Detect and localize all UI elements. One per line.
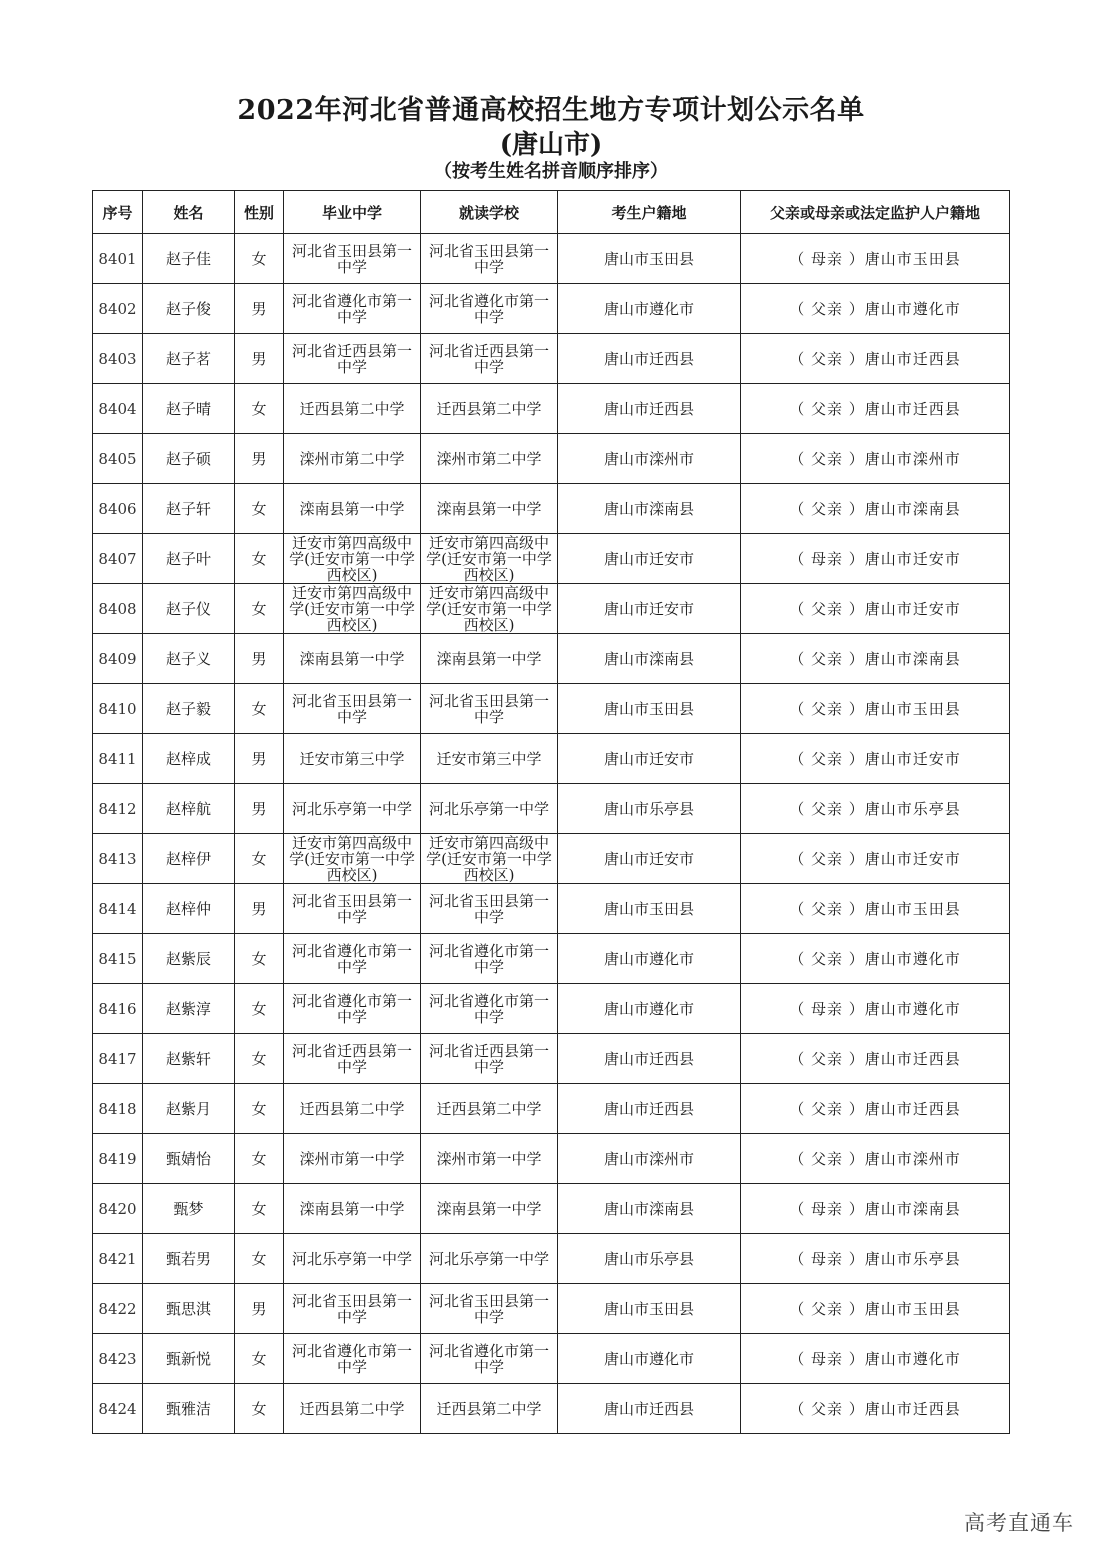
table-row xyxy=(93,934,1010,984)
cell-gender: 男 xyxy=(235,634,284,684)
cell-household-registration: 唐山市遵化市 xyxy=(558,934,741,984)
table-row xyxy=(93,1134,1010,1184)
cell-current-school: 迁西县第二中学 xyxy=(421,1384,558,1434)
cell-graduated-school: 河北省迁西县第一中学 xyxy=(284,334,421,384)
cell-guardian-registration: （ 父亲 ）唐山市遵化市 xyxy=(741,284,1010,334)
cell-graduated-school: 河北省玉田县第一中学 xyxy=(284,234,421,284)
cell-household-registration: 唐山市遵化市 xyxy=(558,284,741,334)
cell-current-school: 河北省迁西县第一中学 xyxy=(421,334,558,384)
cell-household-registration: 唐山市滦南县 xyxy=(558,1184,741,1234)
cell-guardian-registration: （ 父亲 ）唐山市滦南县 xyxy=(741,634,1010,684)
cell-household-registration: 唐山市滦州市 xyxy=(558,434,741,484)
cell-current-school: 滦南县第一中学 xyxy=(421,1184,558,1234)
cell-current-school: 滦州市第二中学 xyxy=(421,434,558,484)
table-row xyxy=(93,1184,1010,1234)
cell-graduated-school: 迁西县第二中学 xyxy=(284,1384,421,1434)
roster-table xyxy=(92,190,1010,1434)
cell-current-school: 迁安市第四高级中学(迁安市第一中学西校区) xyxy=(421,534,558,584)
table-row xyxy=(93,1284,1010,1334)
cell-current-school: 河北省玉田县第一中学 xyxy=(421,234,558,284)
cell-serial: 8421 xyxy=(93,1234,143,1284)
cell-graduated-school: 滦州市第一中学 xyxy=(284,1134,421,1184)
cell-household-registration: 唐山市迁安市 xyxy=(558,834,741,884)
cell-current-school: 河北乐亭第一中学 xyxy=(421,784,558,834)
cell-household-registration: 唐山市玉田县 xyxy=(558,1284,741,1334)
cell-name: 甄梦 xyxy=(143,1184,235,1234)
cell-gender: 男 xyxy=(235,434,284,484)
cell-guardian-registration: （ 父亲 ）唐山市滦南县 xyxy=(741,484,1010,534)
cell-graduated-school: 河北省玉田县第一中学 xyxy=(284,884,421,934)
cell-household-registration: 唐山市遵化市 xyxy=(558,1334,741,1384)
cell-name: 赵紫月 xyxy=(143,1084,235,1134)
cell-gender: 女 xyxy=(235,834,284,884)
cell-graduated-school: 河北乐亭第一中学 xyxy=(284,784,421,834)
page-title: 2022年河北省普通高校招生地方专项计划公示名单 xyxy=(237,95,865,126)
table-header-row xyxy=(93,191,1010,234)
cell-name: 赵梓成 xyxy=(143,734,235,784)
cell-current-school: 滦南县第一中学 xyxy=(421,484,558,534)
cell-household-registration: 唐山市乐亭县 xyxy=(558,784,741,834)
cell-guardian-registration: （ 父亲 ）唐山市滦州市 xyxy=(741,434,1010,484)
cell-name: 赵子佳 xyxy=(143,234,235,284)
cell-serial: 8402 xyxy=(93,284,143,334)
cell-guardian-registration: （ 父亲 ）唐山市迁西县 xyxy=(741,334,1010,384)
cell-name: 甄思淇 xyxy=(143,1284,235,1334)
table-row xyxy=(93,634,1010,684)
cell-serial: 8411 xyxy=(93,734,143,784)
table-row xyxy=(93,1334,1010,1384)
cell-guardian-registration: （ 父亲 ）唐山市迁西县 xyxy=(741,1384,1010,1434)
cell-guardian-registration: （ 母亲 ）唐山市乐亭县 xyxy=(741,1234,1010,1284)
cell-serial: 8408 xyxy=(93,584,143,634)
cell-graduated-school: 河北省遵化市第一中学 xyxy=(284,934,421,984)
cell-current-school: 河北省迁西县第一中学 xyxy=(421,1034,558,1084)
cell-guardian-registration: （ 父亲 ）唐山市迁西县 xyxy=(741,384,1010,434)
cell-current-school: 滦南县第一中学 xyxy=(421,634,558,684)
cell-guardian-registration: （ 母亲 ）唐山市滦南县 xyxy=(741,1184,1010,1234)
cell-name: 赵子仪 xyxy=(143,584,235,634)
cell-current-school: 滦州市第一中学 xyxy=(421,1134,558,1184)
cell-guardian-registration: （ 母亲 ）唐山市遵化市 xyxy=(741,1334,1010,1384)
cell-current-school: 河北省玉田县第一中学 xyxy=(421,1284,558,1334)
cell-serial: 8409 xyxy=(93,634,143,684)
table-row xyxy=(93,784,1010,834)
cell-household-registration: 唐山市滦州市 xyxy=(558,1134,741,1184)
column-header-graduated-school: 毕业中学 xyxy=(284,191,421,234)
cell-current-school: 迁安市第四高级中学(迁安市第一中学西校区) xyxy=(421,834,558,884)
cell-gender: 女 xyxy=(235,484,284,534)
cell-guardian-registration: （ 父亲 ）唐山市迁西县 xyxy=(741,1034,1010,1084)
cell-household-registration: 唐山市迁西县 xyxy=(558,1084,741,1134)
cell-current-school: 河北省遵化市第一中学 xyxy=(421,984,558,1034)
cell-guardian-registration: （ 母亲 ）唐山市遵化市 xyxy=(741,984,1010,1034)
cell-current-school: 迁西县第二中学 xyxy=(421,1084,558,1134)
table-row xyxy=(93,1384,1010,1434)
cell-household-registration: 唐山市迁安市 xyxy=(558,734,741,784)
cell-gender: 女 xyxy=(235,1184,284,1234)
cell-gender: 男 xyxy=(235,334,284,384)
sort-note: （按考生姓名拼音顺序排序） xyxy=(434,161,668,182)
cell-guardian-registration: （ 母亲 ）唐山市玉田县 xyxy=(741,234,1010,284)
cell-graduated-school: 迁安市第四高级中学(迁安市第一中学西校区) xyxy=(284,584,421,634)
cell-serial: 8410 xyxy=(93,684,143,734)
cell-guardian-registration: （ 母亲 ）唐山市迁安市 xyxy=(741,534,1010,584)
cell-graduated-school: 滦南县第一中学 xyxy=(284,1184,421,1234)
cell-serial: 8401 xyxy=(93,234,143,284)
cell-gender: 男 xyxy=(235,884,284,934)
cell-gender: 女 xyxy=(235,584,284,634)
cell-household-registration: 唐山市迁西县 xyxy=(558,334,741,384)
cell-graduated-school: 滦南县第一中学 xyxy=(284,634,421,684)
cell-name: 赵梓航 xyxy=(143,784,235,834)
cell-gender: 女 xyxy=(235,234,284,284)
cell-household-registration: 唐山市迁安市 xyxy=(558,534,741,584)
table-row xyxy=(93,834,1010,884)
column-header-serial: 序号 xyxy=(93,191,143,234)
cell-guardian-registration: （ 父亲 ）唐山市迁安市 xyxy=(741,734,1010,784)
cell-gender: 女 xyxy=(235,1084,284,1134)
cell-household-registration: 唐山市迁西县 xyxy=(558,1034,741,1084)
cell-serial: 8404 xyxy=(93,384,143,434)
table-row xyxy=(93,234,1010,284)
cell-household-registration: 唐山市玉田县 xyxy=(558,234,741,284)
table-row xyxy=(93,1084,1010,1134)
cell-graduated-school: 滦南县第一中学 xyxy=(284,484,421,534)
cell-household-registration: 唐山市迁西县 xyxy=(558,384,741,434)
cell-serial: 8403 xyxy=(93,334,143,384)
cell-current-school: 河北省遵化市第一中学 xyxy=(421,284,558,334)
cell-household-registration: 唐山市玉田县 xyxy=(558,684,741,734)
cell-graduated-school: 河北省迁西县第一中学 xyxy=(284,1034,421,1084)
cell-guardian-registration: （ 父亲 ）唐山市玉田县 xyxy=(741,884,1010,934)
cell-name: 赵紫轩 xyxy=(143,1034,235,1084)
cell-serial: 8422 xyxy=(93,1284,143,1334)
table-row xyxy=(93,984,1010,1034)
cell-current-school: 河北省遵化市第一中学 xyxy=(421,1334,558,1384)
cell-graduated-school: 滦州市第二中学 xyxy=(284,434,421,484)
cell-gender: 女 xyxy=(235,1384,284,1434)
cell-graduated-school: 河北省遵化市第一中学 xyxy=(284,984,421,1034)
cell-serial: 8412 xyxy=(93,784,143,834)
cell-gender: 女 xyxy=(235,984,284,1034)
cell-serial: 8405 xyxy=(93,434,143,484)
cell-serial: 8419 xyxy=(93,1134,143,1184)
cell-current-school: 迁安市第三中学 xyxy=(421,734,558,784)
cell-guardian-registration: （ 父亲 ）唐山市滦州市 xyxy=(741,1134,1010,1184)
cell-name: 甄雅洁 xyxy=(143,1384,235,1434)
cell-current-school: 河北省玉田县第一中学 xyxy=(421,684,558,734)
cell-name: 赵子叶 xyxy=(143,534,235,584)
cell-graduated-school: 河北乐亭第一中学 xyxy=(284,1234,421,1284)
cell-serial: 8413 xyxy=(93,834,143,884)
cell-gender: 男 xyxy=(235,1284,284,1334)
cell-name: 赵紫辰 xyxy=(143,934,235,984)
cell-current-school: 河北省玉田县第一中学 xyxy=(421,884,558,934)
cell-guardian-registration: （ 父亲 ）唐山市遵化市 xyxy=(741,934,1010,984)
cell-serial: 8424 xyxy=(93,1384,143,1434)
table-row xyxy=(93,1034,1010,1084)
cell-household-registration: 唐山市乐亭县 xyxy=(558,1234,741,1284)
cell-gender: 女 xyxy=(235,1134,284,1184)
cell-name: 赵子硕 xyxy=(143,434,235,484)
table-row xyxy=(93,734,1010,784)
cell-serial: 8415 xyxy=(93,934,143,984)
cell-household-registration: 唐山市滦南县 xyxy=(558,484,741,534)
cell-household-registration: 唐山市遵化市 xyxy=(558,984,741,1034)
cell-guardian-registration: （ 父亲 ）唐山市迁安市 xyxy=(741,834,1010,884)
cell-name: 甄若男 xyxy=(143,1234,235,1284)
cell-name: 赵梓仲 xyxy=(143,884,235,934)
cell-guardian-registration: （ 父亲 ）唐山市玉田县 xyxy=(741,684,1010,734)
cell-name: 赵子茗 xyxy=(143,334,235,384)
cell-serial: 8423 xyxy=(93,1334,143,1384)
cell-current-school: 河北省遵化市第一中学 xyxy=(421,934,558,984)
cell-serial: 8406 xyxy=(93,484,143,534)
cell-name: 赵子轩 xyxy=(143,484,235,534)
cell-gender: 女 xyxy=(235,1234,284,1284)
cell-graduated-school: 河北省遵化市第一中学 xyxy=(284,1334,421,1384)
cell-household-registration: 唐山市滦南县 xyxy=(558,634,741,684)
table-row xyxy=(93,484,1010,534)
cell-gender: 女 xyxy=(235,934,284,984)
cell-guardian-registration: （ 父亲 ）唐山市玉田县 xyxy=(741,1284,1010,1334)
column-header-guardian-registration: 父亲或母亲或法定监护人户籍地 xyxy=(741,191,1010,234)
cell-guardian-registration: （ 父亲 ）唐山市迁西县 xyxy=(741,1084,1010,1134)
roster-body xyxy=(93,234,1010,1434)
cell-name: 赵子晴 xyxy=(143,384,235,434)
column-header-current-school: 就读学校 xyxy=(421,191,558,234)
cell-graduated-school: 河北省玉田县第一中学 xyxy=(284,1284,421,1334)
table-row xyxy=(93,884,1010,934)
page-subtitle: (唐山市) xyxy=(499,130,603,160)
cell-name: 赵子毅 xyxy=(143,684,235,734)
cell-name: 甄新悦 xyxy=(143,1334,235,1384)
cell-graduated-school: 河北省遵化市第一中学 xyxy=(284,284,421,334)
cell-serial: 8418 xyxy=(93,1084,143,1134)
cell-graduated-school: 迁安市第四高级中学(迁安市第一中学西校区) xyxy=(284,834,421,884)
cell-gender: 女 xyxy=(235,1034,284,1084)
cell-serial: 8417 xyxy=(93,1034,143,1084)
cell-name: 赵梓伊 xyxy=(143,834,235,884)
cell-gender: 男 xyxy=(235,284,284,334)
cell-graduated-school: 迁西县第二中学 xyxy=(284,384,421,434)
cell-gender: 女 xyxy=(235,534,284,584)
cell-graduated-school: 迁西县第二中学 xyxy=(284,1084,421,1134)
cell-current-school: 河北乐亭第一中学 xyxy=(421,1234,558,1284)
column-header-name: 姓名 xyxy=(143,191,235,234)
cell-gender: 男 xyxy=(235,734,284,784)
column-header-gender: 性别 xyxy=(235,191,284,234)
table-row xyxy=(93,384,1010,434)
cell-serial: 8414 xyxy=(93,884,143,934)
cell-serial: 8420 xyxy=(93,1184,143,1234)
cell-gender: 女 xyxy=(235,684,284,734)
cell-guardian-registration: （ 父亲 ）唐山市迁安市 xyxy=(741,584,1010,634)
cell-graduated-school: 河北省玉田县第一中学 xyxy=(284,684,421,734)
table-row xyxy=(93,434,1010,484)
cell-serial: 8416 xyxy=(93,984,143,1034)
cell-name: 甄婧怡 xyxy=(143,1134,235,1184)
cell-graduated-school: 迁安市第四高级中学(迁安市第一中学西校区) xyxy=(284,534,421,584)
cell-household-registration: 唐山市迁安市 xyxy=(558,584,741,634)
table-row xyxy=(93,684,1010,734)
cell-household-registration: 唐山市玉田县 xyxy=(558,884,741,934)
cell-serial: 8407 xyxy=(93,534,143,584)
cell-current-school: 迁西县第二中学 xyxy=(421,384,558,434)
table-row xyxy=(93,534,1010,584)
cell-name: 赵紫淳 xyxy=(143,984,235,1034)
cell-household-registration: 唐山市迁西县 xyxy=(558,1384,741,1434)
column-header-household-registration: 考生户籍地 xyxy=(558,191,741,234)
watermark: 高考直通车 xyxy=(964,1511,1074,1535)
cell-gender: 男 xyxy=(235,784,284,834)
table-row xyxy=(93,584,1010,634)
cell-name: 赵子义 xyxy=(143,634,235,684)
cell-current-school: 迁安市第四高级中学(迁安市第一中学西校区) xyxy=(421,584,558,634)
table-row xyxy=(93,284,1010,334)
table-row xyxy=(93,334,1010,384)
cell-guardian-registration: （ 父亲 ）唐山市乐亭县 xyxy=(741,784,1010,834)
table-row xyxy=(93,1234,1010,1284)
cell-graduated-school: 迁安市第三中学 xyxy=(284,734,421,784)
cell-gender: 女 xyxy=(235,384,284,434)
cell-gender: 女 xyxy=(235,1334,284,1384)
cell-name: 赵子俊 xyxy=(143,284,235,334)
